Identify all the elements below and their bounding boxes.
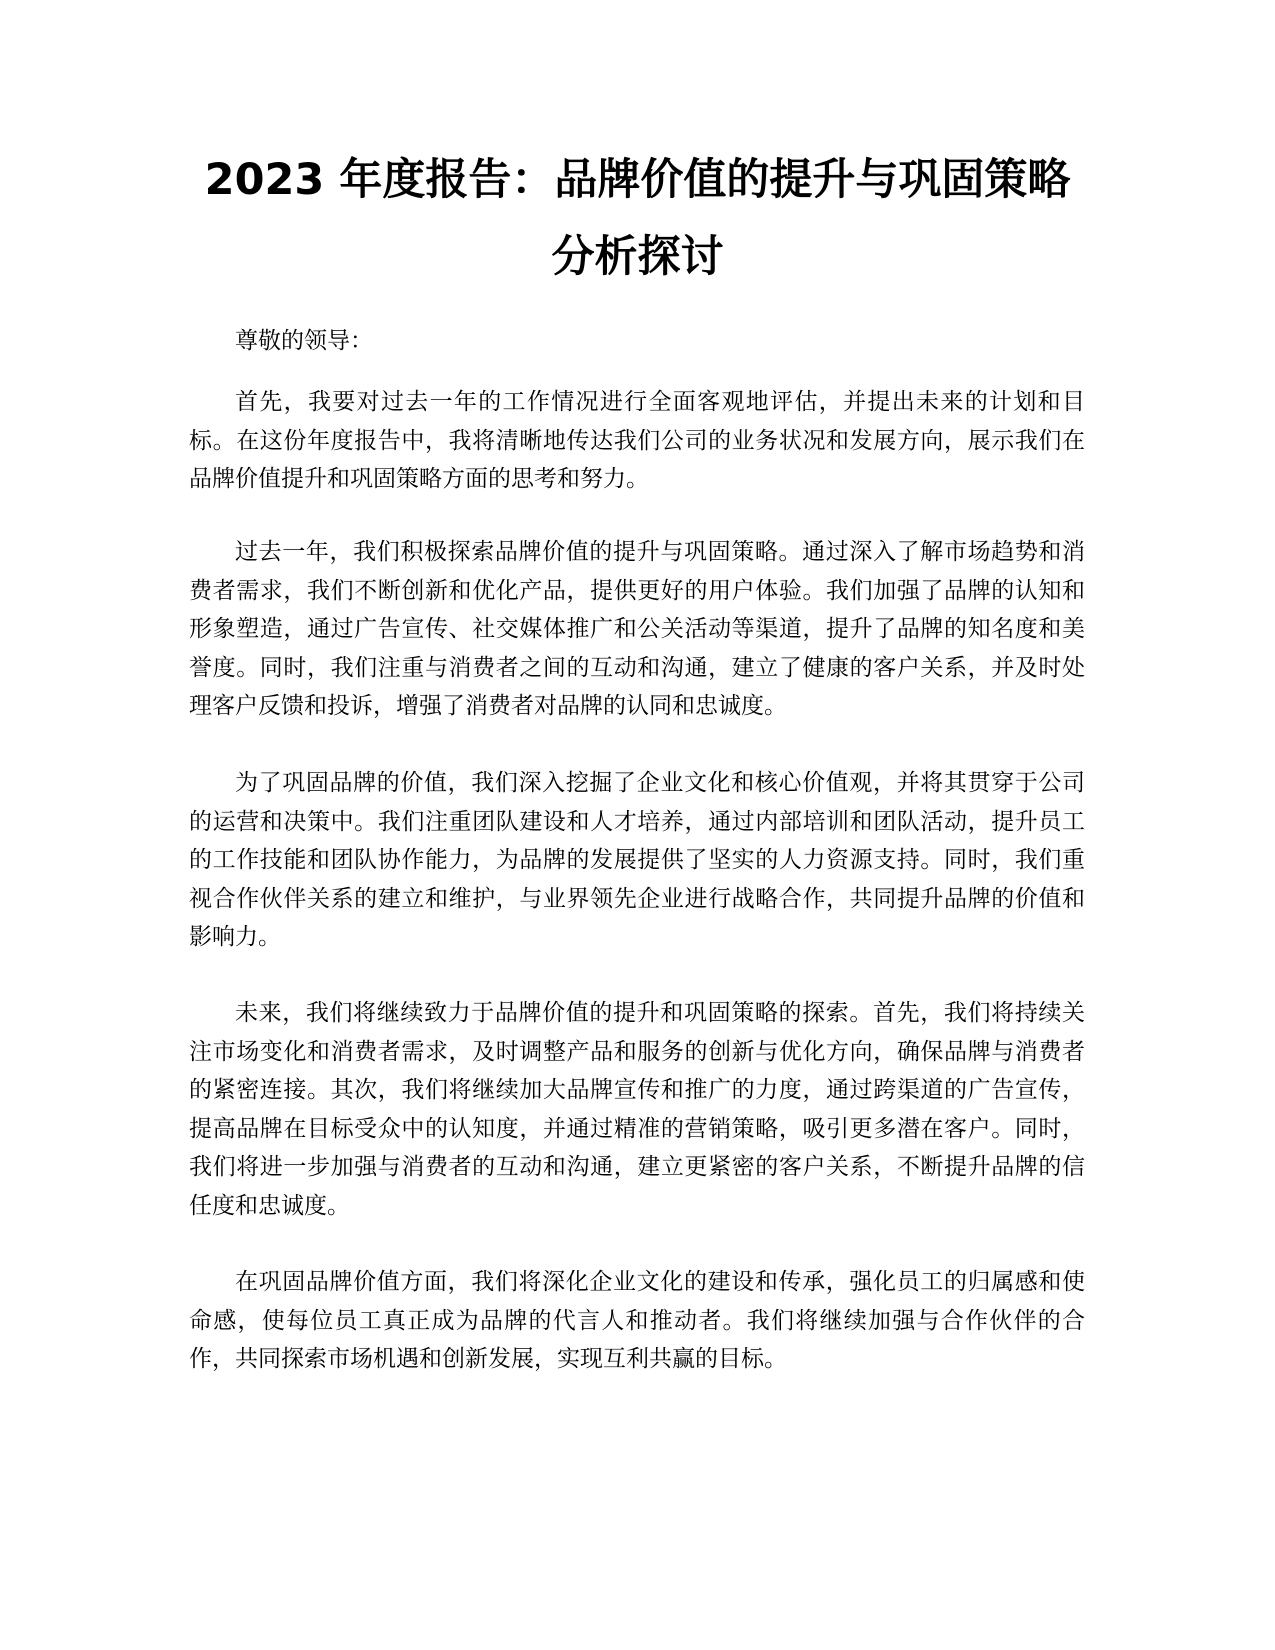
salutation: 尊敬的领导： xyxy=(235,328,373,354)
paragraph-5: 在巩固品牌价值方面，我们将深化企业文化的建设和传承，强化员工的归属感和使命感，使每位员工真正成为品牌的代言人和推动者。我们将继续加强与合作伙伴的合作，共同探索市场机遇和创新发展，实现互利共赢的目标。 xyxy=(189,1269,1085,1372)
paragraph-2: 过去一年，我们积极探索品牌价值的提升与巩固策略。通过深入了解市场趋势和消费者需求，我们不断创新和优化产品，提供更好的用户体验。我们加强了品牌的认知和形象塑造，通过广告宣传、社交媒体推广和公关活动等渠道，提升了品牌的知名度和美誉度。同时，我们注重与消费者之间的互动和沟通，建立了健康的客户关系，并及时处理客户反馈和投诉，增强了消费者对品牌的认同和忠诚度。 xyxy=(189,539,1085,719)
document-title xyxy=(185,142,1090,296)
paragraph-4: 未来，我们将继续致力于品牌价值的提升和巩固策略的探索。首先，我们将持续关注市场变化和消费者需求，及时调整产品和服务的创新与优化方向，确保品牌与消费者的紧密连接。其次，我们将继续加大品牌宣传和推广的力度，通过跨渠道的广告宣传，提高品牌在目标受众中的认知度，并通过精准的营销策略，吸引更多潜在客户。同时，我们将进一步加强与消费者的互动和沟通，建立更紧密的客户关系，不断提升品牌的信任度和忠诚度。 xyxy=(189,1000,1085,1219)
title-line-1: 2023 年度报告：品牌价值的提升与巩固策略 xyxy=(204,155,1071,205)
paragraph-3: 为了巩固品牌的价值，我们深入挖掘了企业文化和核心价值观，并将其贯穿于公司的运营和决策中。我们注重团队建设和人才培养，通过内部培训和团队活动，提升员工的工作技能和团队协作能力，为品牌的发展提供了坚实的人力资源支持。同时，我们重视合作伙伴关系的建立和维护，与业界领先企业进行战略合作，共同提升品牌的价值和影响力。 xyxy=(189,770,1085,950)
paragraph-1: 首先，我要对过去一年的工作情况进行全面客观地评估，并提出未来的计划和目标。在这份年度报告中，我将清晰地传达我们公司的业务状况和发展方向，展示我们在品牌价值提升和巩固策略方面的思考和努力。 xyxy=(189,389,1085,492)
title-line-2: 分析探讨 xyxy=(551,232,724,282)
